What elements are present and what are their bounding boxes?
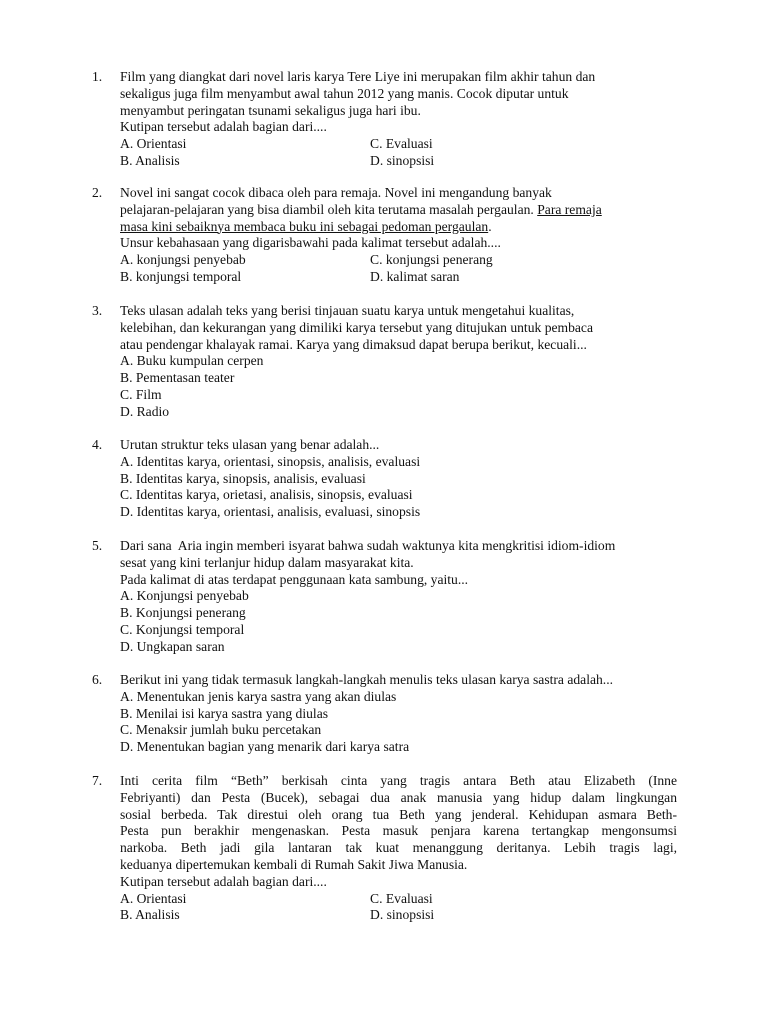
question-text-line: atau pendengar khalayak ramai. Karya yang dimaksud dapat berupa berikut, kecuali...	[120, 336, 587, 352]
question-3	[92, 303, 677, 421]
option-b: B. konjungsi temporal	[120, 268, 242, 284]
question-text-line: Dari sana Aria ingin memberi isyarat bahwa sudah waktunya kita mengkritisi idiom-idiom	[120, 538, 616, 553]
option-d: D. kalimat saran	[370, 268, 460, 284]
question-text-line: Pada kalimat di atas terdapat penggunaan kata sambung, yaitu...	[120, 571, 469, 587]
question-text-line: Urutan struktur teks ulasan yang benar adalah...	[120, 437, 380, 452]
answer-options	[120, 891, 677, 925]
option-c: C. Evaluasi	[370, 890, 433, 906]
question-5	[92, 538, 677, 656]
question-text-plain: .	[488, 218, 492, 234]
option-d: D. Identitas karya, orientasi, analisis, evaluasi, sinopsis	[120, 504, 421, 520]
question-1	[92, 69, 677, 170]
question-text-line: Novel ini sangat cocok dibaca oleh para remaja. Novel ini mengandung banyak	[120, 185, 552, 200]
question-text-line: Film yang diangkat dari novel laris karya Tere Liye ini merupakan film akhir tahun dan	[120, 69, 596, 84]
question-number: 7.	[92, 773, 103, 788]
question-2	[92, 185, 677, 286]
question-number: 3.	[92, 303, 103, 318]
option-a: A. Identitas karya, orientasi, sinopsis, analisis, evaluasi	[120, 453, 421, 469]
question-prompt: Unsur kebahasaan yang digarisbawahi pada kalimat tersebut adalah....	[120, 235, 501, 251]
option-c: C. Identitas karya, orietasi, analisis, sinopsis, evaluasi	[120, 487, 413, 503]
option-a: A. Menentukan jenis karya sastra yang akan diulas	[120, 688, 397, 704]
option-c: C. Menaksir jumlah buku percetakan	[120, 722, 322, 738]
option-c: C. Konjungsi temporal	[120, 621, 245, 637]
question-4	[92, 437, 677, 521]
question-number: 1.	[92, 69, 103, 84]
question-text-line: sesat yang kini terlanjur hidup dalam masyarakat kita.	[120, 554, 414, 570]
option-a: A. Orientasi	[120, 890, 187, 906]
question-number: 2.	[92, 185, 103, 200]
option-d: D. sinopsisi	[370, 152, 435, 168]
option-d: D. Radio	[120, 403, 170, 419]
question-prompt: Kutipan tersebut adalah bagian dari....	[120, 119, 327, 135]
option-d: D. Ungkapan saran	[120, 638, 225, 654]
option-a: A. Buku kumpulan cerpen	[120, 353, 264, 369]
option-a: A. Konjungsi penyebab	[120, 588, 249, 604]
question-text-line: Teks ulasan adalah teks yang berisi tinjauan suatu karya untuk mengetahui kualitas,	[120, 303, 575, 318]
question-prompt: Kutipan tersebut adalah bagian dari....	[120, 873, 327, 889]
question-text-line: sekaligus juga film menyambut awal tahun 2012 yang manis. Cocok diputar untuk	[120, 85, 569, 101]
option-b: B. Analisis	[120, 907, 180, 923]
answer-options	[120, 136, 677, 170]
question-text-line	[120, 202, 677, 219]
option-b: B. Menilai isi karya sastra yang diulas	[120, 705, 329, 721]
question-number: 5.	[92, 538, 103, 553]
answer-options	[120, 252, 677, 286]
question-text-line: Pesta pun berakhir mengenaskan. Pesta masuk penjara karena tertangkap mengonsumsi	[120, 823, 677, 839]
question-text-line	[120, 219, 677, 236]
question-text-line: menyambut peringatan tsunami sekaligus juga hari ibu.	[120, 102, 421, 118]
option-b: B. Analisis	[120, 152, 180, 168]
question-text-line: kelebihan, dan kekurangan yang dimiliki karya tersebut yang ditujukan untuk pembaca	[120, 319, 593, 335]
question-paragraph	[120, 773, 677, 874]
option-b: B. Konjungsi penerang	[120, 605, 246, 621]
question-number: 4.	[92, 437, 103, 452]
question-7	[92, 773, 677, 924]
question-text-line: Febriyanti) dan Pesta (Bucek), sebagai dua anak manusia yang hidup dalam lingkungan	[120, 789, 677, 805]
option-a: A. Orientasi	[120, 136, 187, 152]
option-b: B. Identitas karya, sinopsis, analisis, evaluasi	[120, 470, 366, 486]
question-text-line: Berikut ini yang tidak termasuk langkah-langkah menulis teks ulasan karya sastra adalah...	[120, 672, 614, 687]
underlined-phrase: Para remaja	[537, 201, 602, 217]
option-c: C. Film	[120, 386, 162, 402]
question-text-line: narkoba. Beth jadi gila lantaran tak kuat menanggung deritanya. Lebih tragis lagi,	[120, 840, 677, 856]
option-d: D. sinopsisi	[370, 907, 435, 923]
option-c: C. konjungsi penerang	[370, 252, 493, 268]
question-text-line: Inti cerita film “Beth” berkisah cinta yang tragis antara Beth atau Elizabeth (Inne	[120, 773, 677, 788]
option-d: D. Menentukan bagian yang menarik dari karya satra	[120, 739, 410, 755]
underlined-phrase: masa kini sebaiknya membaca buku ini sebagai pedoman pergaulan	[120, 218, 489, 234]
question-text-line: sosial berbeda. Tak direstui oleh orang tua Beth yang jenderal. Kehidupan asmara Beth-	[120, 806, 677, 822]
option-b: B. Pementasan teater	[120, 370, 235, 386]
question-6	[92, 672, 677, 756]
option-c: C. Evaluasi	[370, 136, 433, 152]
option-a: A. konjungsi penyebab	[120, 252, 246, 268]
question-text-line: keduanya dipertemukan kembali di Rumah Sakit Jiwa Manusia.	[120, 856, 468, 872]
question-number: 6.	[92, 672, 103, 687]
question-text-plain: pelajaran-pelajaran yang bisa diambil oleh kita terutama masalah pergaulan.	[120, 201, 538, 217]
